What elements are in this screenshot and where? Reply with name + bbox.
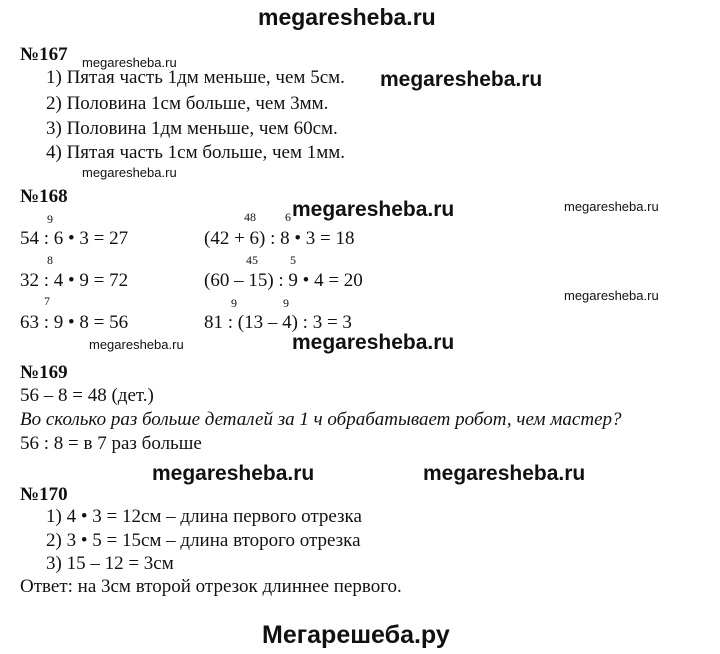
intermediate-result: 45 [246,253,258,267]
watermark-large: megaresheba.ru [292,198,455,221]
task-167-line: 4) Пятая часть 1см больше, чем 1мм. [46,142,346,163]
intermediate-result: 6 [285,210,291,224]
watermark-small: megaresheba.ru [89,337,184,352]
expression: 54 : 6 • 3 = 27 [20,228,129,249]
watermark-large: megaresheba.ru [292,331,455,354]
watermark-small: megaresheba.ru [82,55,177,70]
task-168-number: №168 [20,186,68,207]
intermediate-result: 9 [283,296,289,310]
expression: 63 : 9 • 8 = 56 [20,312,129,333]
intermediate-result: 9 [231,296,237,310]
intermediate-result: 5 [290,253,296,267]
task-170-line: 3) 15 – 12 = 3см [46,553,174,574]
task-169-number: №169 [20,362,68,383]
watermark-large: megaresheba.ru [423,462,586,485]
task-170-line: 1) 4 • 3 = 12см – длина первого отрезка [46,506,362,527]
watermark-small: megaresheba.ru [564,199,659,214]
intermediate-result: 48 [244,210,256,224]
watermark-large: megaresheba.ru [380,68,543,91]
expression: (42 + 6) : 8 • 3 = 18 [204,228,355,249]
intermediate-result: 7 [44,294,50,308]
expression: 32 : 4 • 9 = 72 [20,270,129,291]
header-watermark: megaresheba.ru [258,4,436,30]
intermediate-result: 9 [47,212,53,226]
intermediate-result: 8 [47,253,53,267]
watermark-small: megaresheba.ru [564,288,659,303]
expression: 81 : (13 – 4) : 3 = 3 [204,312,352,333]
task-170-answer: Ответ: на 3см второй отрезок длиннее первого. [20,576,402,597]
footer-watermark: Мегарешеба.ру [262,621,450,649]
task-169-question: Во сколько раз больше деталей за 1 ч обрабатывает робот, чем мастер? [20,409,622,430]
task-169-line: 56 : 8 = в 7 раз больше [20,433,202,454]
task-167-line: 1) Пятая часть 1дм меньше, чем 5см. [46,67,345,88]
watermark-large: megaresheba.ru [152,462,315,485]
watermark-small: megaresheba.ru [82,165,177,180]
task-167-line: 3) Половина 1дм меньше, чем 60см. [46,118,338,139]
task-167-number: №167 [20,44,68,65]
task-170-number: №170 [20,484,68,505]
expression: (60 – 15) : 9 • 4 = 20 [204,270,363,291]
task-169-line: 56 – 8 = 48 (дет.) [20,385,154,406]
task-170-line: 2) 3 • 5 = 15см – длина второго отрезка [46,530,361,551]
task-167-line: 2) Половина 1см больше, чем 3мм. [46,93,329,114]
